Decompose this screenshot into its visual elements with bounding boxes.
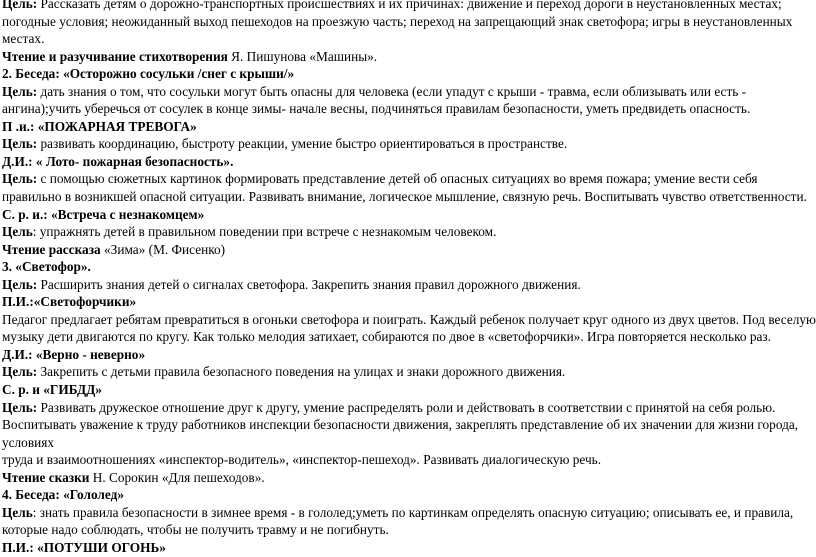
bold-label: П.И.:«Светофорчики» — [2, 294, 137, 310]
body-text: развивать координацию, быстроту реакции, умение быстро ориентироваться в пространстве. — [37, 136, 568, 152]
text-line — [2, 346, 816, 364]
text-line — [2, 434, 816, 452]
bold-label: Д.И.: «Верно - неверно» — [2, 346, 146, 362]
bold-label: П.И.: «ПОТУШИ ОГОНЬ» — [2, 539, 166, 555]
bold-label: Цель: — [2, 83, 38, 99]
text-line — [2, 100, 816, 118]
text-line — [2, 30, 816, 48]
text-line — [2, 539, 816, 557]
body-text: правильно в возникшей опасной ситуации. Развивать внимание, логическое мышление, связную речь. Воспитывать чувство ответственности. — [2, 189, 807, 205]
bold-label: Цель: — [2, 136, 38, 152]
body-text: Я. Пишунова «Машины». — [227, 48, 378, 64]
text-line — [2, 48, 816, 66]
body-text: условиях — [2, 434, 54, 450]
text-line — [2, 416, 816, 434]
body-text: дать знания о том, что сосульки могут быть опасны для человека (если упадут с крыши - травма, если облизывать или есть - — [37, 83, 747, 99]
text-line — [2, 83, 816, 101]
body-text: : упражнять детей в правильном поведении при встрече с незнакомым человеком. — [32, 224, 497, 240]
text-line — [2, 206, 816, 224]
text-line — [2, 223, 816, 241]
text-line — [2, 381, 816, 399]
text-line — [2, 135, 816, 153]
text-line — [2, 399, 816, 417]
body-text: Закрепить с детьми правила безопасного поведения на улицах и знаки дорожного движения. — [37, 364, 566, 380]
bold-label: 2. Беседа: «Осторожно сосульки /снег с крыши/» — [2, 66, 295, 82]
bold-label: 4. Беседа: «Гололед» — [2, 487, 124, 503]
text-line — [2, 153, 816, 171]
body-text: Педагог предлагает ребятам превратиться в огоньки светофора и поиграть. Каждый ребенок получает круг одного из двух цветов. Под веселую — [2, 311, 816, 327]
text-line — [2, 170, 816, 188]
text-line — [2, 276, 816, 294]
body-text: Н. Сорокин «Для пешеходов». — [89, 469, 265, 485]
text-line — [2, 13, 816, 31]
bold-label: Цель — [2, 224, 33, 240]
body-text: местах. — [2, 31, 45, 47]
body-text: Рассказать детям о дорожно-транспортных происшествиях и их причинах: движение и переход дороги в неустановленных местах; — [37, 0, 782, 11]
bold-label: Чтение сказки — [2, 469, 90, 485]
body-text: Расширить знания детей о сигналах светофора. Закрепить знания правил дорожного движения. — [37, 276, 581, 292]
text-line — [2, 0, 816, 13]
bold-label: Цель — [2, 504, 33, 520]
text-line — [2, 118, 816, 136]
text-line — [2, 258, 816, 276]
text-line — [2, 328, 816, 346]
body-text: «Зима» (М. Фисенко) — [100, 241, 226, 257]
body-text: музыку дети двигаются по кругу. Как только мелодия затихает, собираются по двое в «светофорчики». Игра повторяется несколько раз. — [2, 329, 771, 345]
text-line — [2, 65, 816, 83]
body-text: ангина);учить уберечься от сосулек в конце зимы- начале весны, подчиняться правилам безопасности, уметь предвидеть опасность. — [2, 101, 751, 117]
text-line — [2, 241, 816, 259]
text-line — [2, 521, 816, 539]
bold-label: С. р. и.: «Встреча с незнакомцем» — [2, 206, 205, 222]
text-line — [2, 451, 816, 469]
body-text: : знать правила безопасности в зимнее время - в гололед;уметь по картинкам определять опасную ситуацию; описывать ее, и правила, — [32, 504, 794, 520]
text-line — [2, 311, 816, 329]
body-text: Воспитывать уважение к труду работников инспекции безопасности движения, закреплять представление об их значении для жизни города, — [2, 417, 799, 433]
text-line — [2, 188, 816, 206]
body-text: погодные условия; неожиданный выход пешеходов на проезжую часть; переход на запрещающий знак светофора; игры в неустановленных — [2, 13, 793, 29]
bold-label: С. р. и «ГИБДД» — [2, 382, 102, 398]
body-text: труда и взаимоотношениях «инспектор-водитель», «инспектор-пешеход». Развивать диалогическую речь. — [2, 452, 602, 468]
bold-label: Цель: — [2, 364, 38, 380]
bold-label: Чтение рассказа — [2, 241, 101, 257]
bold-label: П .и.: «ПОЖАРНАЯ ТРЕВОГА» — [2, 118, 197, 134]
bold-label: Д.И.: « Лото- пожарная безопасность». — [2, 153, 234, 169]
text-line — [2, 363, 816, 381]
body-text: с помощью сюжетных картинок формировать представление детей об опасных ситуациях во время пожара; умение вести себя — [37, 171, 758, 187]
body-text: Развивать дружеское отношение друг к другу, умение распределять роли и действовать в соответствии с принятой на себя ролью. — [37, 399, 776, 415]
bold-label: Цель: — [2, 0, 38, 11]
bold-label: Цель: — [2, 276, 38, 292]
text-line — [2, 504, 816, 522]
bold-label: Цель: — [2, 171, 38, 187]
text-line — [2, 293, 816, 311]
text-line — [2, 469, 816, 487]
bold-label: Чтение и разучивание стихотворения — [2, 48, 228, 64]
text-line — [2, 486, 816, 504]
body-text: которые надо соблюдать, чтобы не получить травму и не погибнуть. — [2, 522, 389, 538]
bold-label: 3. «Светофор». — [2, 259, 91, 275]
bold-label: Цель: — [2, 399, 38, 415]
